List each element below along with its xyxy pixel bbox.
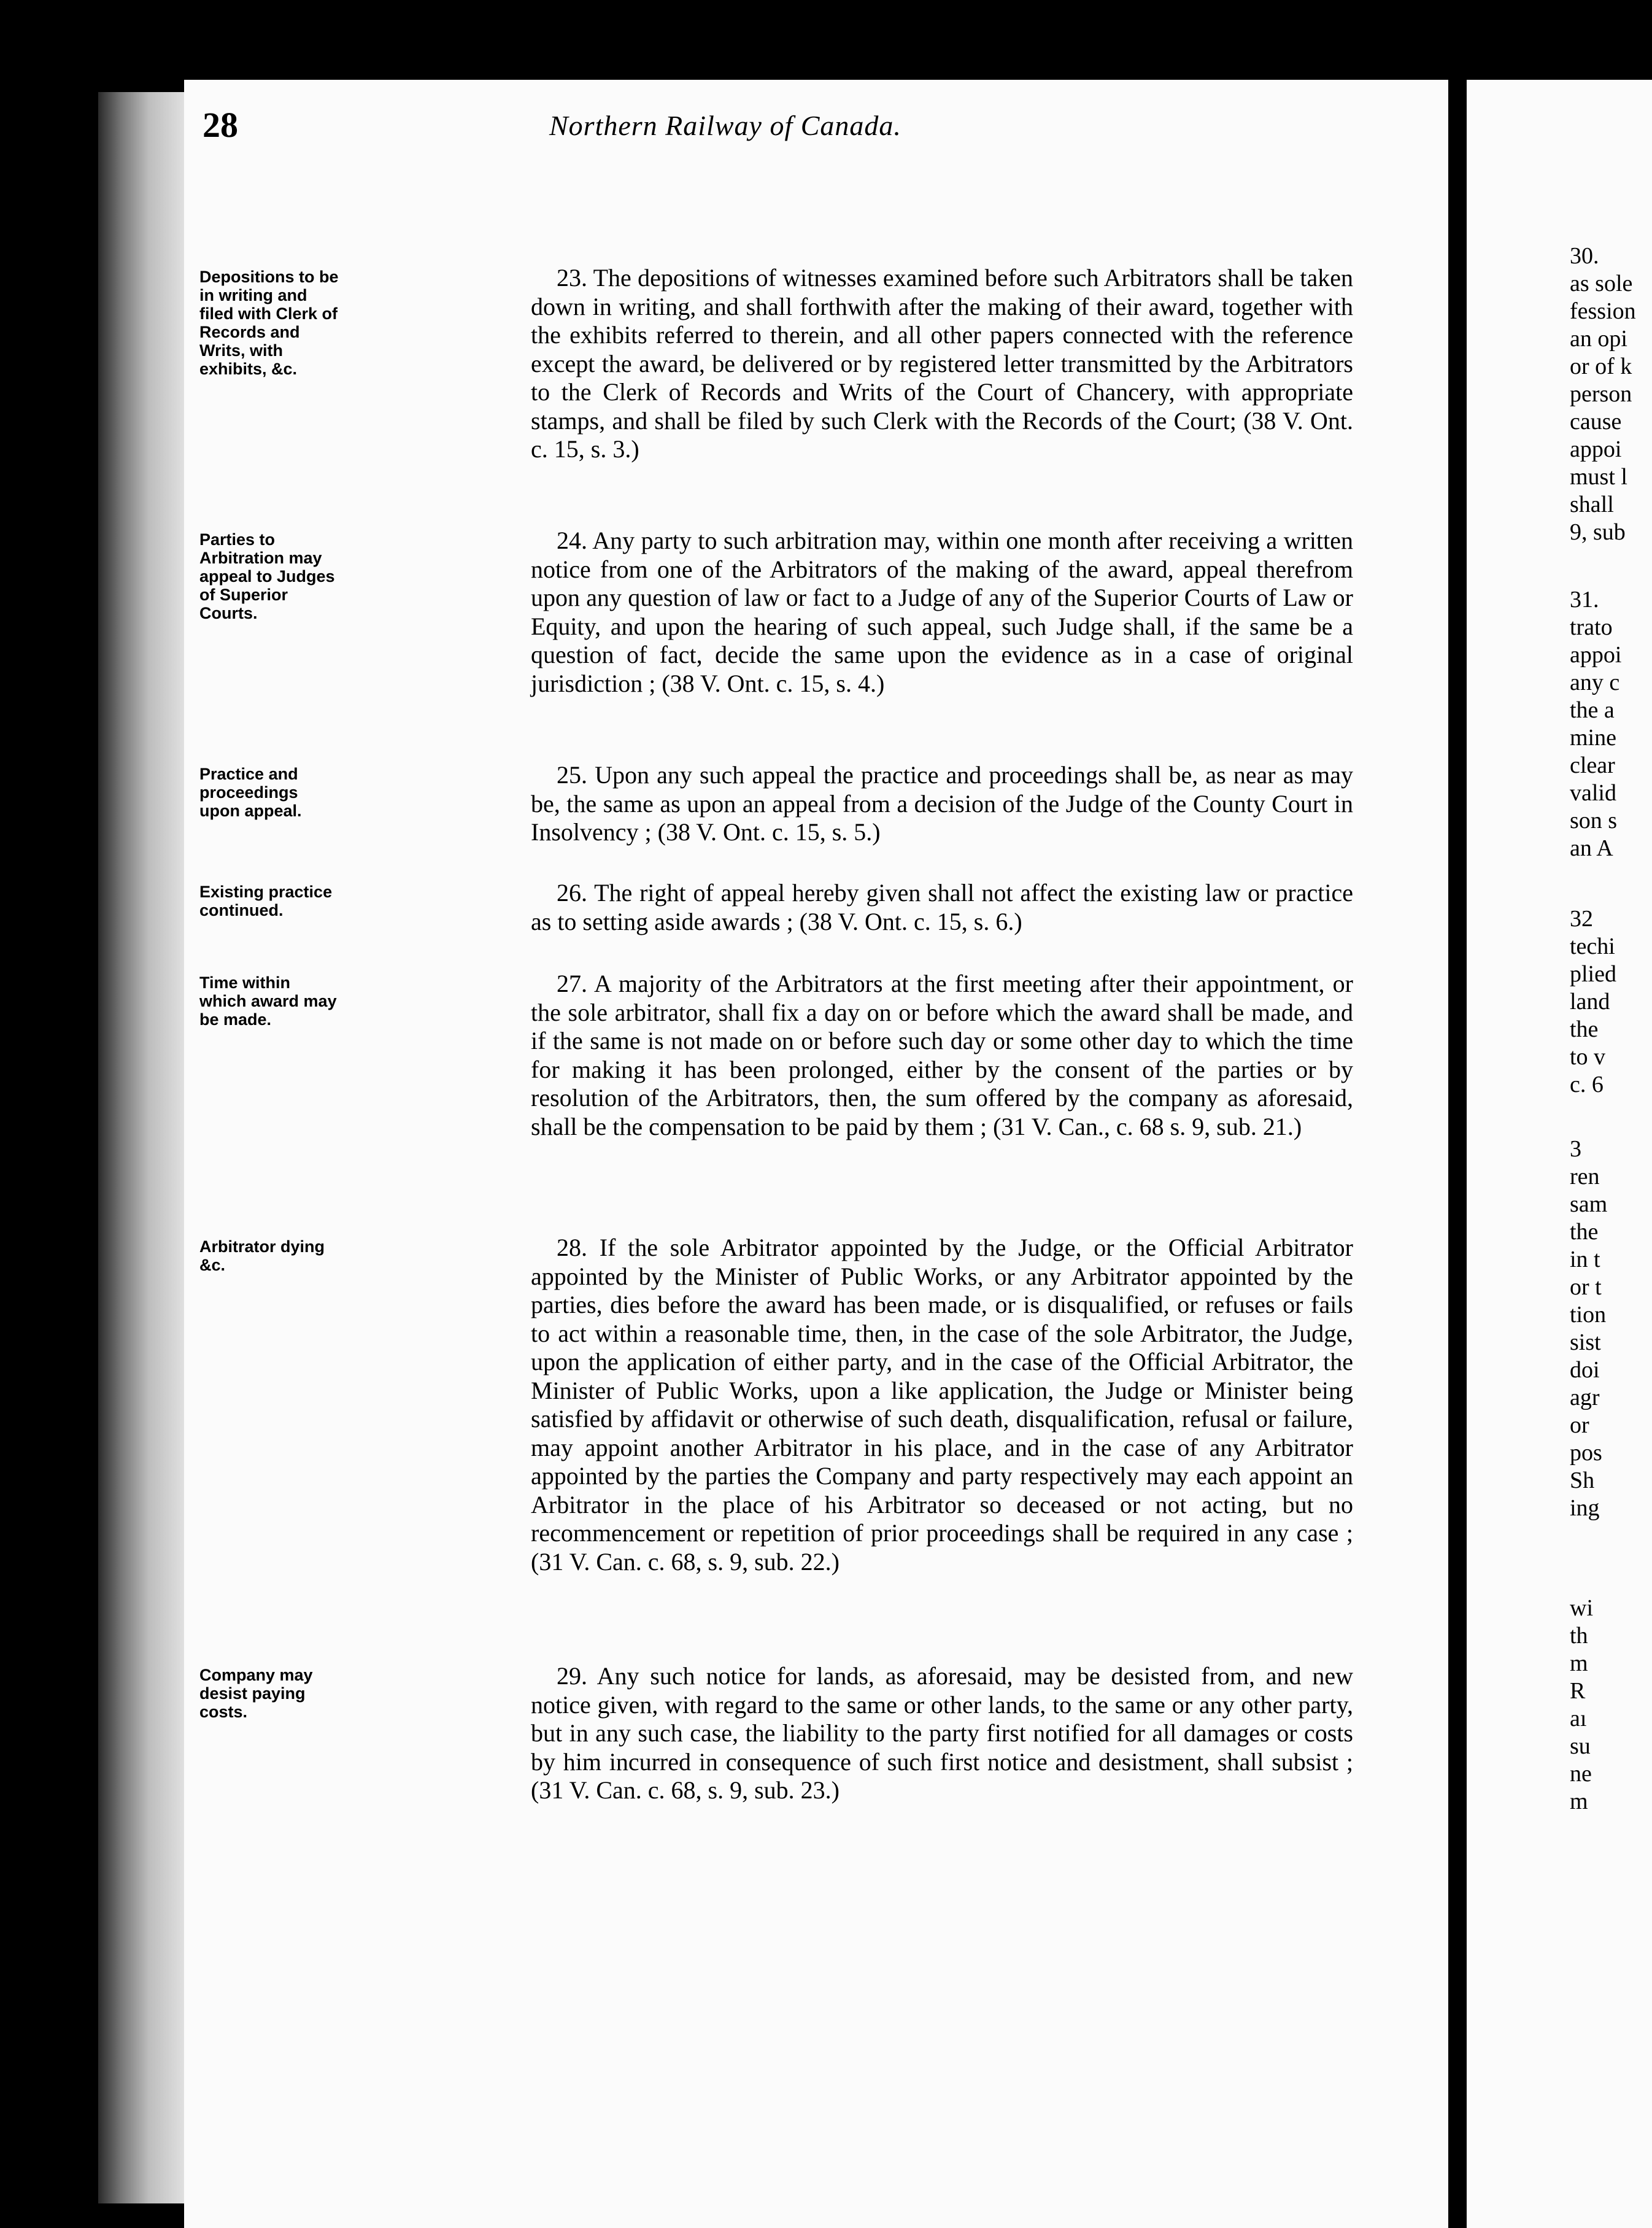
fragment-line: aı bbox=[1570, 1706, 1587, 1731]
fragment-line: c. 6 bbox=[1570, 1072, 1604, 1097]
fragment-line: R bbox=[1570, 1678, 1586, 1704]
section-text: 28. If the sole Arbitrator appointed by the Judge, or the Official Arbitrator appointed by the Minister of Public Works, or any Arbitrator appointed by the parties, dies before the award has been made, or is disqualified, or refuses or fails to act within a reasonable time, then, in the case of the sole Arbitrator, the Judge, upon the application of either party, and in the case of the Official Arbitrator, the Minister of Public Works, upon a like application, the Judge or Minister being satisfied by affidavit or otherwise of such death, disqualification, refusal or failure, may appoint another Arbitrator in his place, and in the case of any Arbitrator appointed by the parties the Company and party respectively may each appoint an Arbitrator in the place of his Arbitrator so deceased or not acting, but no recommencement or repetition of prior proceedings shall be required in any case ; (31 V. Can. c. 68, s. 9, sub. 22.) bbox=[531, 1234, 1353, 1576]
fragment-line: mine bbox=[1570, 725, 1616, 751]
fragment-line: su bbox=[1570, 1733, 1591, 1759]
fragment-line: trato bbox=[1570, 614, 1613, 640]
fragment-line: must l bbox=[1570, 464, 1627, 490]
fragment-line: pos bbox=[1570, 1440, 1602, 1466]
fragment-line: the bbox=[1570, 1219, 1599, 1245]
fragment-line: an A bbox=[1570, 835, 1613, 861]
book-edge bbox=[98, 92, 190, 2203]
fragment-line: m bbox=[1570, 1789, 1588, 1814]
page-gutter bbox=[1448, 80, 1467, 2228]
fragment-line: any c bbox=[1570, 670, 1620, 695]
fragment-line: person bbox=[1570, 381, 1632, 407]
fragment-line: plied bbox=[1570, 961, 1616, 987]
page-header bbox=[203, 104, 1350, 153]
fragment-line: son s bbox=[1570, 808, 1618, 834]
fragment-line: 9, sub bbox=[1570, 519, 1626, 545]
fragment-line: th bbox=[1570, 1623, 1588, 1649]
section-text: 26. The right of appeal hereby given shall not affect the existing law or practice as to setting aside awards ; (38 V. Ont. c. 15, s. 6.) bbox=[531, 879, 1353, 935]
section-text: 29. Any such notice for lands, as aforesaid, may be desisted from, and new notice given, with regard to the same or other lands, to the same or any other party, but in any such case, the liability to the party first notified for all damages or costs by him incurred in consequence of such first notice and desistment, shall subsist ; (31 V. Can. c. 68, s. 9, sub. 23.) bbox=[531, 1662, 1353, 1804]
fragment-line: as sole bbox=[1570, 271, 1633, 296]
fragment-line: Sh bbox=[1570, 1468, 1595, 1493]
fragment-line: land bbox=[1570, 989, 1610, 1015]
fragment-line: 32 bbox=[1570, 906, 1593, 932]
fragment-line: m bbox=[1570, 1650, 1588, 1676]
fragment-line: fession bbox=[1570, 298, 1636, 324]
fragment-line: or of k bbox=[1570, 354, 1632, 379]
margin-note: Depositions to be in writing and filed with Clerk of Records and Writs, with exhibits, &c. bbox=[199, 268, 339, 378]
next-page-block-30 bbox=[1570, 242, 1636, 546]
fragment-line: sist bbox=[1570, 1329, 1601, 1355]
margin-note: Practice and proceedings upon appeal. bbox=[199, 765, 302, 820]
margin-note: Parties to Arbitration may appeal to Judges of Superior Courts. bbox=[199, 530, 335, 622]
fragment-line: valid bbox=[1570, 780, 1616, 806]
fragment-line: or bbox=[1570, 1412, 1589, 1438]
margin-note: Existing practice continued. bbox=[199, 883, 333, 919]
fragment-line: wi bbox=[1570, 1595, 1593, 1621]
fragment-line: the bbox=[1570, 1016, 1599, 1042]
running-title: Northern Railway of Canada. bbox=[549, 110, 901, 141]
fragment-line: shall bbox=[1570, 492, 1614, 517]
fragment-line: ing bbox=[1570, 1495, 1600, 1521]
fragment-line: appoi bbox=[1570, 436, 1622, 462]
fragment-line: techi bbox=[1570, 934, 1615, 959]
fragment-line: in t bbox=[1570, 1247, 1600, 1272]
section-text: 24. Any party to such arbitration may, within one month after receiving a written notice from one of the Arbitrators of the making of the award, appeal therefrom upon any question of law or fact to a Judge of any of the Superior Courts of Law or Equity, and upon the hearing of such appeal, such Judge shall, if the same be a question of fact, decide the same upon the evidence as in a case of original jurisdiction ; (38 V. Ont. c. 15, s. 4.) bbox=[531, 527, 1353, 697]
section-text: 23. The depositions of witnesses examined before such Arbitrators shall be taken down in writing, and shall forthwith after the making of their award, together with the exhibits referred to therein, and all other papers connected with the reference except the award, be delivered or by registered letter transmitted by the Arbitrators to the Clerk of Records and Writs of the Court of Chancery, with appropriate stamps, and shall be filed by such Clerk with the Records of the Court; (38 V. Ont. c. 15, s. 3.) bbox=[531, 264, 1353, 463]
fragment-line: ne bbox=[1570, 1761, 1592, 1787]
fragment-line: doi bbox=[1570, 1357, 1600, 1383]
margin-note: Arbitrator dying &c. bbox=[199, 1237, 325, 1274]
section-text: 25. Upon any such appeal the practice and proceedings shall be, as near as may be, the same as upon an appeal from a decision of the Judge of the County Court in Insolvency ; (38 V. Ont. c. 15, s. 5.) bbox=[531, 761, 1353, 846]
section-text: 27. A majority of the Arbitrators at the first meeting after their appointment, or the sole arbitrator, shall fix a day on or before which the award shall be made, and if the same is not made on or before such day or some other day to which the time for making it has been prolonged, either by the consent of the parties or by resolution of the Arbitrators, then, the sum offered by the company as aforesaid, shall be the compensation to be paid by them ; (31 V. Can., c. 68 s. 9, sub. 21.) bbox=[531, 970, 1353, 1140]
margin-note: Company may desist paying costs. bbox=[199, 1666, 313, 1721]
page-number: 28 bbox=[203, 105, 238, 145]
next-page-block-33 bbox=[1570, 1135, 1607, 1522]
next-page-block-32 bbox=[1570, 905, 1616, 1099]
fragment-line: agr bbox=[1570, 1385, 1600, 1410]
fragment-line: or t bbox=[1570, 1274, 1602, 1300]
fragment-line: sam bbox=[1570, 1191, 1608, 1217]
fragment-line: 3 bbox=[1570, 1136, 1581, 1162]
fragment-line: ren bbox=[1570, 1164, 1600, 1189]
fragment-line: an opi bbox=[1570, 326, 1627, 352]
fragment-line: clear bbox=[1570, 752, 1615, 778]
fragment-line: cause bbox=[1570, 409, 1622, 435]
fragment-line: to v bbox=[1570, 1044, 1606, 1070]
next-page-block-31 bbox=[1570, 586, 1621, 862]
fragment-line: appoi bbox=[1570, 642, 1622, 668]
margin-note: Time within which award may be made. bbox=[199, 973, 337, 1029]
next-page-block-34 bbox=[1570, 1595, 1593, 1816]
fragment-line: tion bbox=[1570, 1302, 1607, 1328]
fragment-line: 30. bbox=[1570, 243, 1599, 269]
fragment-line: 31. bbox=[1570, 587, 1599, 613]
fragment-line: the a bbox=[1570, 697, 1615, 723]
